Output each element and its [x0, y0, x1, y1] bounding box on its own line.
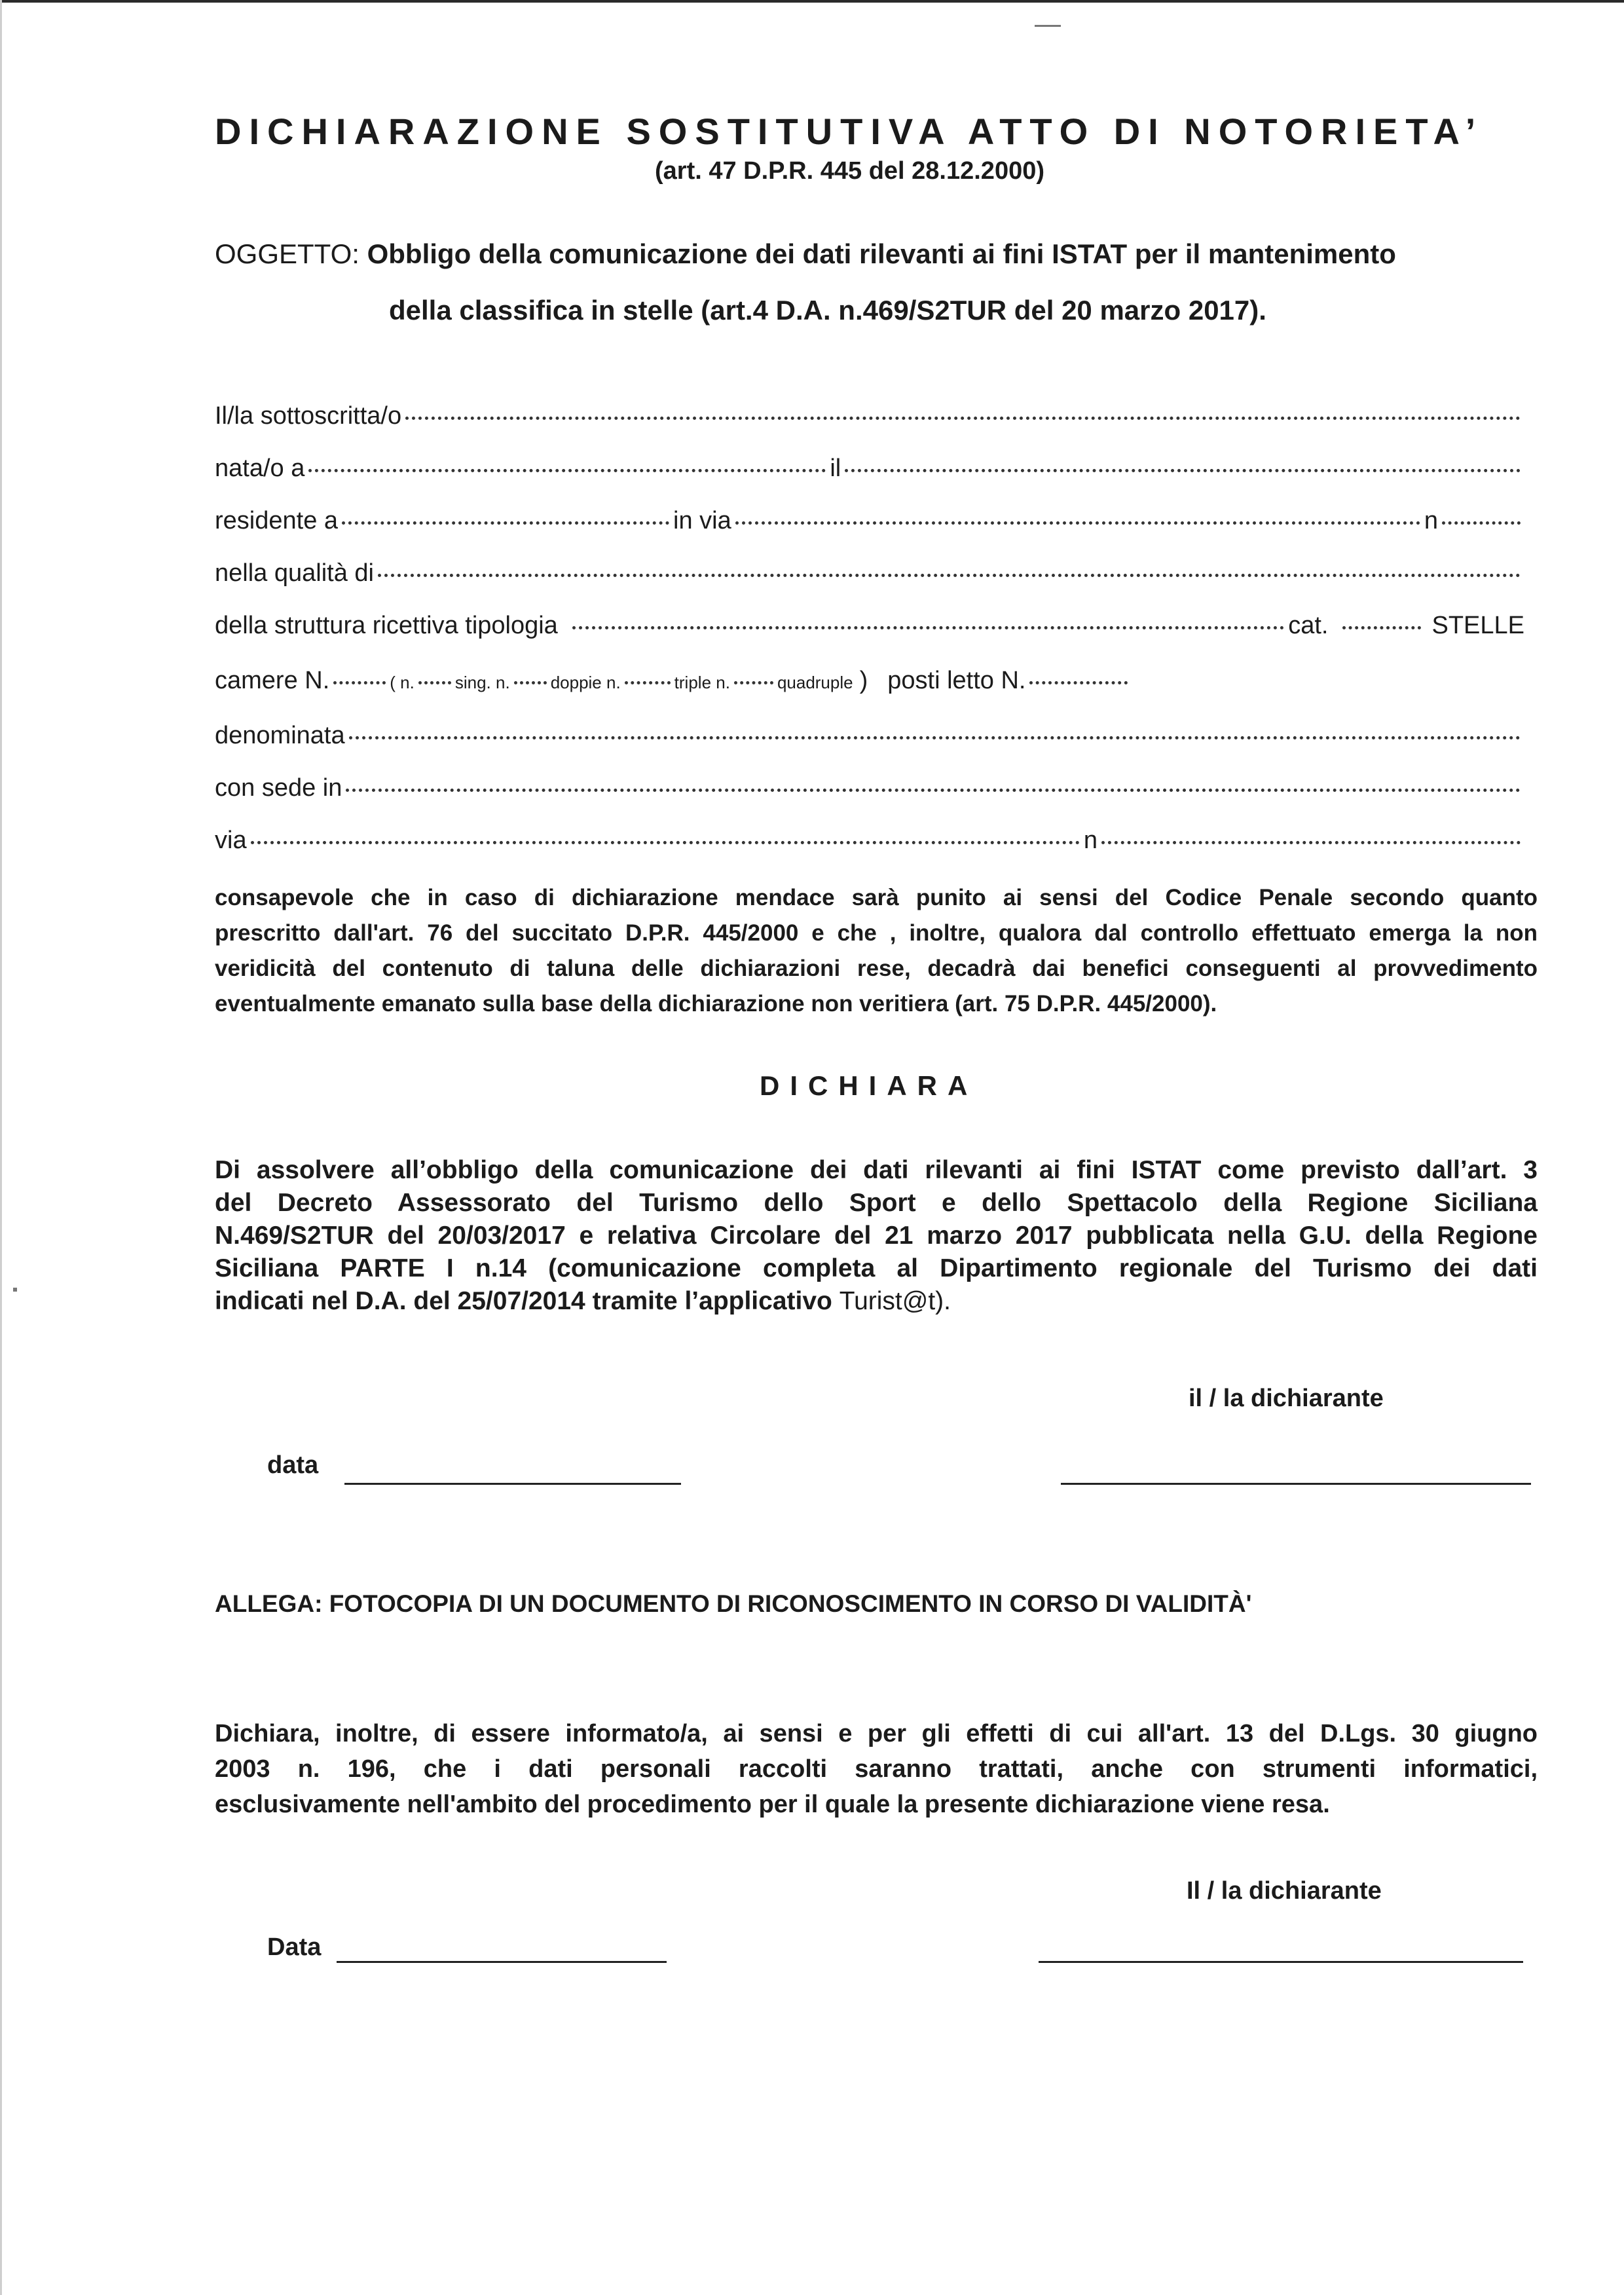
label-il: il [830, 455, 841, 482]
dichiarante-label-1: il / la dichiarante [1189, 1385, 1384, 1412]
privacy-line: 2003 n. 196, che i dati personali raccolti saranno trattati, anche con strumenti informatici, [215, 1755, 1538, 1783]
label-denominata: denominata [215, 722, 345, 749]
label-residente: residente a [215, 507, 339, 534]
field-residenza [215, 507, 1524, 540]
input-tipologia[interactable] [572, 626, 1284, 629]
privacy-line: esclusivamente nell'ambito del procedimento per il quale la presente dichiarazione viene resa. [215, 1791, 1330, 1818]
input-via[interactable] [251, 841, 1080, 844]
privacy-paragraph [215, 1716, 1538, 1822]
document-subtitle: (art. 47 D.P.R. 445 del 28.12.2000) [655, 157, 1044, 185]
consapevole-line: consapevole che in caso di dichiarazione mendace sarà punito ai sensi del Codice Penale secondo quanto [215, 885, 1538, 910]
date-line-1[interactable] [344, 1483, 681, 1485]
label-via: via [215, 827, 247, 854]
label-cat: cat. [1288, 612, 1329, 639]
label-doppie: doppie n. [550, 673, 621, 692]
input-denominata[interactable] [349, 736, 1521, 739]
field-sede [215, 774, 1524, 807]
privacy-line: Dichiara, inoltre, di essere informato/a, ai sensi e per gli effetti di cui all'art. 13 del D.Lgs. 30 giugno [215, 1720, 1538, 1747]
scan-dot [13, 1288, 17, 1292]
left-border [0, 0, 2, 2295]
date-line-2[interactable] [337, 1961, 667, 1963]
dichiara-line: Siciliana PARTE I n.14 (comunicazione completa al Dipartimento regionale del Turismo dei dati [215, 1254, 1538, 1282]
dichiara-paragraph [215, 1154, 1538, 1318]
input-camere[interactable] [333, 681, 386, 684]
consapevole-line: eventualmente emanato sulla base della dichiarazione non veritiera (art. 75 D.P.R. 445/2000). [215, 991, 1217, 1017]
input-triple[interactable] [734, 681, 773, 684]
label-qualita: nella qualità di [215, 559, 374, 587]
label-n-sede: n [1083, 827, 1098, 854]
dichiara-line [215, 1285, 1538, 1318]
input-sottoscritto[interactable] [405, 417, 1521, 420]
turistat-text: Turist@t). [839, 1287, 951, 1315]
label-camere: camere N. [215, 667, 330, 694]
signature-line-1[interactable] [1061, 1483, 1531, 1485]
label-posti-letto: posti letto N. [887, 667, 1026, 694]
label-nato-a: nata/o a [215, 455, 305, 482]
field-nascita [215, 455, 1524, 487]
consapevole-paragraph [215, 880, 1538, 1022]
dichiarante-label-2: Il / la dichiarante [1187, 1877, 1382, 1905]
document-title: DICHIARAZIONE SOSTITUTIVA ATTO DI NOTORIETA’ [215, 111, 1484, 152]
top-border [0, 0, 1624, 3]
label-stelle: STELLE [1431, 612, 1524, 639]
label-n-residenza: n [1424, 507, 1438, 534]
input-data-nascita[interactable] [845, 469, 1521, 472]
oggetto-label: OGGETTO: [215, 238, 360, 269]
field-via [215, 827, 1524, 859]
field-qualita [215, 559, 1524, 592]
input-categoria[interactable] [1342, 626, 1421, 629]
input-posti-letto[interactable] [1029, 681, 1128, 684]
label-quadruple: quadruple [777, 673, 853, 692]
signature-line-2[interactable] [1039, 1961, 1523, 1963]
input-civico-sede[interactable] [1101, 841, 1521, 844]
label-sede: con sede in [215, 774, 342, 802]
label-struttura: della struttura ricettiva tipologia [215, 612, 558, 639]
consapevole-line: prescritto dall'art. 76 del succitato D.P.R. 445/2000 e che , inoltre, qualora dal controllo effettuato emerga la non [215, 920, 1538, 946]
input-sede[interactable] [346, 789, 1521, 792]
data-label-1: data [267, 1451, 319, 1479]
dichiara-line: N.469/S2TUR del 20/03/2017 e relativa Circolare del 21 marzo 2017 pubblicata nella G.U. della Regione [215, 1222, 1538, 1250]
field-struttura [215, 612, 1524, 644]
dichiara-line: Di assolvere all’obbligo della comunicazione dei dati rilevanti ai fini ISTAT come previsto dall’art. 3 [215, 1156, 1538, 1184]
input-residente[interactable] [342, 521, 669, 525]
oggetto-line-2: della classifica in stelle (art.4 D.A. n.469/S2TUR del 20 marzo 2017). [389, 295, 1266, 326]
input-nato-a[interactable] [308, 469, 826, 472]
oggetto-line-1 [215, 238, 1396, 270]
data-label-2: Data [267, 1933, 322, 1961]
field-sottoscritto [215, 402, 1524, 435]
label-sing: sing. n. [454, 673, 510, 692]
label-n-open: ( n. [390, 673, 415, 692]
oggetto-text-1: Obbligo della comunicazione dei dati rilevanti ai fini ISTAT per il mantenimento [367, 238, 1396, 269]
input-via-residenza[interactable] [735, 521, 1420, 525]
dichiara-line: del Decreto Assessorato del Turismo dello Sport e dello Spettacolo della Regione Siciliana [215, 1189, 1538, 1217]
input-doppie[interactable] [625, 681, 671, 684]
field-denominata [215, 722, 1524, 755]
input-civico-residenza[interactable] [1442, 521, 1521, 525]
dichiara-heading: DICHIARA [760, 1070, 978, 1101]
input-singole[interactable] [514, 681, 547, 684]
field-camere [215, 667, 1524, 700]
label-in-via: in via [673, 507, 731, 534]
scan-mark [1035, 25, 1061, 27]
dichiara-line-text: indicati nel D.A. del 25/07/2014 tramite l’applicativo [215, 1287, 840, 1315]
label-sottoscritto: Il/la sottoscritta/o [215, 402, 402, 430]
label-triple: triple n. [674, 673, 730, 692]
label-close: ) [859, 667, 868, 694]
allega-note: ALLEGA: FOTOCOPIA DI UN DOCUMENTO DI RICONOSCIMENTO IN CORSO DI VALIDITÀ' [215, 1590, 1252, 1617]
input-qualita[interactable] [378, 574, 1521, 577]
input-n[interactable] [418, 681, 451, 684]
consapevole-line: veridicità del contenuto di taluna delle dichiarazioni rese, decadrà dai benefici conseguenti al provvedimento [215, 956, 1538, 981]
